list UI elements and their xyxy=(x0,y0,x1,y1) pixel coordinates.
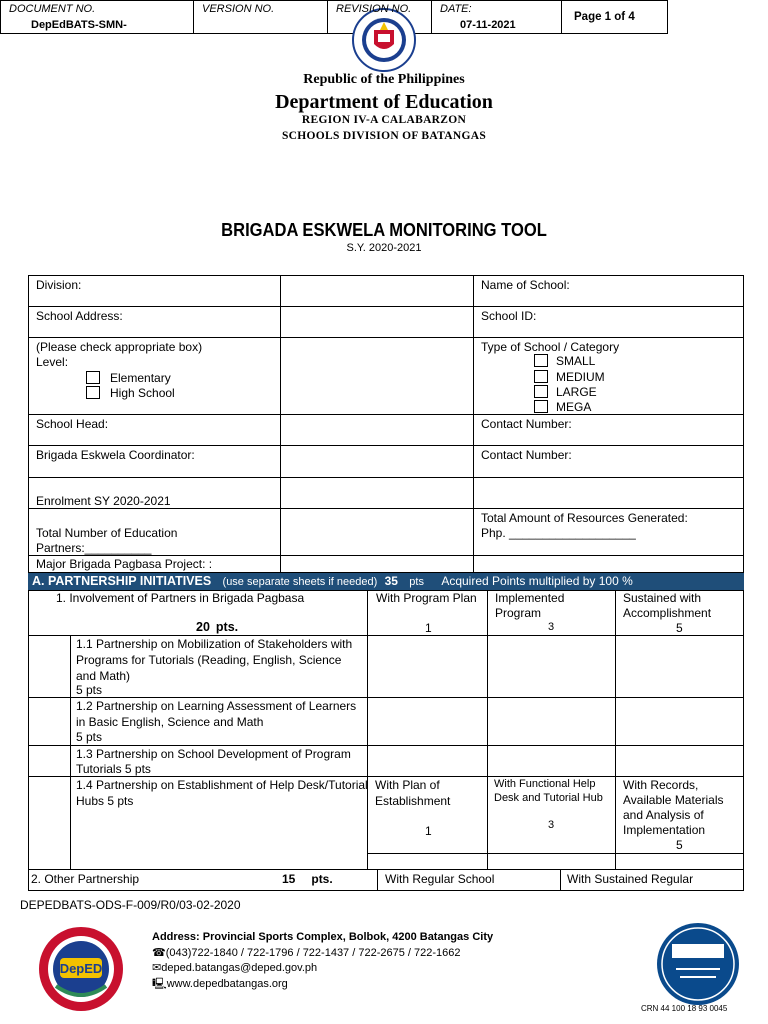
footer-phone-row xyxy=(152,946,493,962)
category-mega-option[interactable] xyxy=(534,400,591,415)
partnership-initiatives-band xyxy=(28,573,744,590)
small-label: SMALL xyxy=(556,354,596,368)
computer-icon: 🖳 xyxy=(152,977,167,990)
large-checkbox[interactable] xyxy=(534,385,548,398)
item-1-1-line-4: 5 pts xyxy=(76,683,103,697)
est-records-line-3: and Analysis of xyxy=(623,808,704,822)
category-small-option[interactable] xyxy=(534,354,595,369)
section2-points-value: 15 xyxy=(282,872,296,886)
footer-address: Address: Provincial Sports Complex, Bolbok, 4200 Batangas City xyxy=(152,931,494,943)
col-implemented-score: 3 xyxy=(548,621,555,633)
check-box-note: (Please check appropriate box) xyxy=(36,340,203,354)
phone-icon: ☎ xyxy=(152,946,166,959)
school-year: S.Y. 2020-2021 xyxy=(346,242,422,254)
band-title: A. PARTNERSHIP INITIATIVES xyxy=(32,574,212,588)
contact-number-label-1: Contact Number: xyxy=(481,417,572,431)
resources-label-line-1: Total Amount of Resources Generated: xyxy=(481,511,688,525)
col-implemented-line-2: Program xyxy=(495,606,542,620)
section2-heading: 2. Other Partnership xyxy=(31,872,140,886)
major-project-label: Major Brigada Pagbasa Project: : xyxy=(36,557,213,571)
level-label: Level: xyxy=(36,355,69,369)
high-school-checkbox[interactable] xyxy=(86,386,100,399)
version-cell xyxy=(194,1,328,33)
date-value: 07-11-2021 xyxy=(460,19,516,31)
footer-website-row xyxy=(152,977,493,993)
col-program-plan: With Program Plan xyxy=(376,591,477,605)
col-sustained-regular: With Sustained Regular xyxy=(567,872,694,886)
resources-label-line-2: Php. ___________________ xyxy=(481,526,636,540)
category-medium-option[interactable] xyxy=(534,370,605,385)
page-cell xyxy=(562,1,667,33)
item-1-4-line-1: 1.4 Partnership on Establishment of Help Desk/Tutorial xyxy=(76,778,368,792)
footer-email[interactable]: deped.batangas@deped.gov.ph xyxy=(161,962,318,974)
est-records-score: 5 xyxy=(676,838,683,852)
deped-batangas-logo xyxy=(38,926,124,1012)
coordinator-label: Brigada Eskwela Coordinator: xyxy=(36,448,195,462)
section1-points-value: 20 xyxy=(196,620,210,634)
certificate-number: CRN 44 100 18 93 0045 xyxy=(641,1004,728,1013)
level-high-school-option[interactable] xyxy=(86,386,175,401)
est-plan-line-1: With Plan of xyxy=(375,778,440,792)
high-school-label: High School xyxy=(110,386,175,400)
elementary-checkbox[interactable] xyxy=(86,371,100,384)
band-note: (use separate sheets if needed) xyxy=(222,576,378,588)
section1-points xyxy=(196,620,238,635)
item-1-1-line-2: Programs for Tutorials (Reading, English, Science xyxy=(76,653,342,667)
est-records-line-1: With Records, xyxy=(623,778,699,792)
division-label: Division: xyxy=(36,278,82,292)
section2-pts: pts. xyxy=(311,872,333,886)
contact-number-label-2: Contact Number: xyxy=(481,448,572,462)
partners-label-line-1: Total Number of Education xyxy=(36,526,178,540)
svg-text:DepED: DepED xyxy=(59,961,103,976)
document-no-value: DepEdBATS-SMN- xyxy=(31,19,127,31)
name-of-school-label: Name of School: xyxy=(481,278,570,292)
est-plan-line-2: Establishment xyxy=(375,794,451,808)
est-plan-score: 1 xyxy=(425,824,432,838)
item-1-4-line-2: Hubs 5 pts xyxy=(76,794,134,808)
section1-heading: 1. Involvement of Partners in Brigada Pagbasa xyxy=(56,591,305,605)
section2-points xyxy=(282,872,333,887)
item-1-2-line-1: 1.2 Partnership on Learning Assessment of Learners xyxy=(76,699,357,713)
item-1-2-line-3: 5 pts xyxy=(76,730,103,744)
revision-cell xyxy=(328,1,432,33)
est-records-line-2: Available Materials xyxy=(623,793,724,807)
medium-label: MEDIUM xyxy=(556,370,605,384)
footer-website[interactable]: www.depedbatangas.org xyxy=(166,977,288,990)
division-heading: SCHOOLS DIVISION OF BATANGAS xyxy=(281,130,487,142)
school-address-label: School Address: xyxy=(36,309,123,323)
small-checkbox[interactable] xyxy=(534,354,548,367)
document-no-label: DOCUMENT NO. xyxy=(9,3,96,15)
item-1-3-line-1: 1.3 Partnership on School Development of Program xyxy=(76,747,351,761)
est-func-line-1: With Functional Help xyxy=(494,778,596,790)
elementary-label: Elementary xyxy=(110,371,171,385)
band-points: 35 xyxy=(384,574,398,588)
enrolment-label: Enrolment SY 2020-2021 xyxy=(36,494,171,508)
footer-email-row xyxy=(152,961,493,977)
item-1-1-line-1: 1.1 Partnership on Mobilization of Stakeholders with xyxy=(76,637,353,651)
document-no-cell xyxy=(1,1,194,33)
republic-heading: Republic of the Philippines xyxy=(303,72,465,87)
band-pts: pts xyxy=(409,576,424,588)
school-type-label: Type of School / Category xyxy=(481,340,620,354)
category-large-option[interactable] xyxy=(534,385,597,400)
band-multiplier: Acquired Points multiplied by 100 % xyxy=(441,574,633,588)
col-sustained-score: 5 xyxy=(676,621,683,635)
col-implemented-line-1: Implemented xyxy=(495,591,565,605)
item-1-2-line-2: in Basic English, Science and Math xyxy=(76,715,264,729)
est-records-line-4: Implementation xyxy=(623,823,706,837)
est-func-line-2: Desk and Tutorial Hub xyxy=(494,792,603,804)
partners-label-line-2: Partners:__________ xyxy=(36,541,152,555)
document-info-table xyxy=(0,0,668,34)
email-icon: ✉ xyxy=(152,962,162,974)
footer-contact-block xyxy=(152,930,493,992)
tuv-nord-iso-logo xyxy=(656,922,740,1006)
version-label: VERSION NO. xyxy=(202,3,275,15)
school-head-label: School Head: xyxy=(36,417,109,431)
section1-pts: pts. xyxy=(215,620,239,634)
school-id-label: School ID: xyxy=(481,309,537,323)
revision-label: REVISION NO. xyxy=(336,3,412,15)
mega-checkbox[interactable] xyxy=(534,400,548,413)
col-program-plan-score: 1 xyxy=(425,621,432,635)
col-sustained-line-1: Sustained with xyxy=(623,591,702,605)
medium-checkbox[interactable] xyxy=(534,370,548,383)
date-label: DATE: xyxy=(440,3,472,15)
large-label: LARGE xyxy=(556,385,597,399)
est-func-score: 3 xyxy=(548,819,555,831)
form-title: BRIGADA ESKWELA MONITORING TOOL xyxy=(221,220,547,240)
date-cell xyxy=(432,1,562,33)
footer-phone: (043)722-1840 / 722-1796 / 722-1437 / 722-2675 / 722-1662 xyxy=(165,946,461,959)
form-code: DEPEDBATS-ODS-F-009/R0/03-02-2020 xyxy=(20,898,241,912)
col-regular-school: With Regular School xyxy=(385,872,495,886)
item-1-1-line-3: and Math) xyxy=(76,669,131,683)
department-heading: Department of Education xyxy=(275,91,493,113)
region-heading: REGION IV-A CALABARZON xyxy=(301,114,467,126)
item-1-3-line-2: Tutorials 5 pts xyxy=(76,762,151,776)
level-elementary-option[interactable] xyxy=(86,371,171,386)
col-sustained-line-2: Accomplishment xyxy=(623,606,712,620)
page-number: Page 1 of 4 xyxy=(574,11,635,23)
mega-label: MEGA xyxy=(556,400,592,414)
